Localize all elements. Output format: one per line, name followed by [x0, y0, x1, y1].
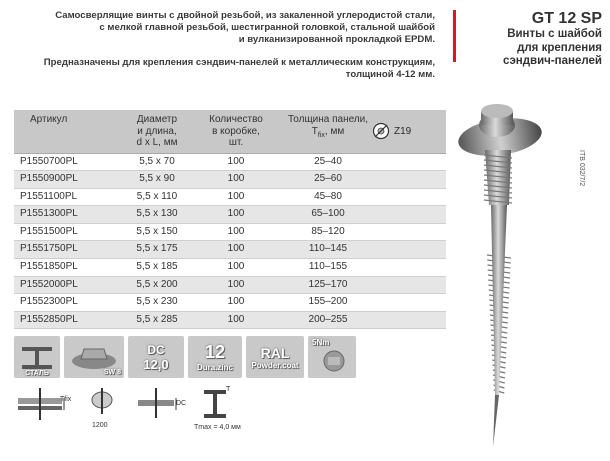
- t-label: T: [226, 386, 231, 393]
- cell-empty: [380, 188, 446, 206]
- cell-article: P1551500PL: [14, 223, 118, 241]
- drill-speed-icon: [80, 384, 124, 424]
- cell-size: 5,5 x 150: [118, 223, 196, 241]
- cell-thickness: 25–40: [276, 153, 380, 171]
- cell-size: 5,5 x 285: [118, 311, 196, 329]
- cell-quantity: 100: [196, 223, 276, 241]
- cell-empty: [380, 153, 446, 171]
- table-row: [14, 294, 446, 312]
- table-row: [14, 276, 446, 294]
- cell-article: P1551300PL: [14, 206, 118, 224]
- cell-quantity: 100: [196, 153, 276, 171]
- drill-capacity-icon: DC 12,0: [128, 336, 184, 378]
- cell-thickness: 110–155: [276, 259, 380, 277]
- tfix-schematic-icon: [14, 384, 74, 424]
- product-subtitle-1: Винты с шайбой: [507, 28, 602, 40]
- product-description: [35, 10, 435, 91]
- cell-quantity: 100: [196, 259, 276, 277]
- cell-empty: [380, 276, 446, 294]
- cell-empty: [380, 311, 446, 329]
- table-row: [14, 171, 446, 189]
- steel-icon: СТАЛЬ: [14, 336, 60, 378]
- cell-size: 5,5 x 175: [118, 241, 196, 259]
- cell-article: P1550700PL: [14, 153, 118, 171]
- cell-quantity: 100: [196, 294, 276, 312]
- accent-bar: [453, 10, 456, 62]
- cell-article: P1551750PL: [14, 241, 118, 259]
- cell-size: 5,5 x 200: [118, 276, 196, 294]
- hex-head-icon: SW 8: [64, 336, 124, 378]
- product-subtitle-2: для крепления: [517, 41, 602, 54]
- cell-thickness: 85–120: [276, 223, 380, 241]
- cell-article: P1552300PL: [14, 294, 118, 312]
- table-row: [14, 241, 446, 259]
- cell-thickness: 125–170: [276, 276, 380, 294]
- cell-empty: [380, 206, 446, 224]
- bit-indicator: [372, 122, 411, 140]
- cell-quantity: 100: [196, 171, 276, 189]
- rpm-label: 1200: [92, 422, 108, 429]
- side-code: ITB 032/7/2: [578, 150, 585, 187]
- cell-thickness: 155–200: [276, 294, 380, 312]
- cell-size: 5,5 x 110: [118, 188, 196, 206]
- cell-thickness: 45–80: [276, 188, 380, 206]
- cell-size: 5,5 x 230: [118, 294, 196, 312]
- cell-quantity: 100: [196, 311, 276, 329]
- cell-size: 5,5 x 90: [118, 171, 196, 189]
- screw-image: [455, 95, 570, 455]
- description-line-5: толщиной 4-12 мм.: [345, 68, 435, 80]
- bit-icon: [372, 122, 390, 140]
- header-thickness: Толщина панели, $T_{fix}$, мм: [276, 110, 380, 153]
- spec-table: [14, 110, 446, 329]
- cell-size: 5,5 x 70: [118, 153, 196, 171]
- bit-label: Z19: [394, 125, 412, 137]
- cell-empty: [380, 259, 446, 277]
- cell-empty: [380, 241, 446, 259]
- ral-coating-icon: RAL Powder.coat: [246, 336, 304, 378]
- description-line-3: и вулканизированной прокладкой EPDM.: [238, 34, 435, 46]
- cell-size: 5,5 x 130: [118, 206, 196, 224]
- table-row: [14, 311, 446, 329]
- cell-thickness: 110–145: [276, 241, 380, 259]
- cell-article: P1552000PL: [14, 276, 118, 294]
- tfix-label: Tfix: [60, 396, 72, 403]
- product-code: GT 12 SP: [531, 10, 602, 27]
- cell-thickness: 25–60: [276, 171, 380, 189]
- durazinc-icon: 12 Dura.zinc: [188, 336, 242, 378]
- cell-article: P1551850PL: [14, 259, 118, 277]
- cell-empty: [380, 223, 446, 241]
- header-diameter: Диаметр и длина, d x L, мм: [118, 110, 196, 153]
- description-line-4: Предназначены для крепления сэндвич-панелей к металлическим конструкциям,: [43, 56, 435, 68]
- table-row: [14, 188, 446, 206]
- cell-size: 5,5 x 185: [118, 259, 196, 277]
- cell-empty: [380, 294, 446, 312]
- header-article: Артикул: [14, 110, 118, 153]
- cell-quantity: 100: [196, 241, 276, 259]
- cell-quantity: 100: [196, 206, 276, 224]
- dc-label: DC: [176, 400, 187, 407]
- header-quantity: Количество в коробке, шт.: [196, 110, 276, 153]
- cell-thickness: 65–100: [276, 206, 380, 224]
- table-row: [14, 223, 446, 241]
- description-line-1: Самосверлящие винты с двойной резьбой, из закаленной углеродистой стали,: [55, 10, 435, 21]
- cell-quantity: 100: [196, 276, 276, 294]
- description-line-2: с мелкой главной резьбой, шестигранной головкой, стальной шайбой: [99, 22, 435, 34]
- table-row: [14, 259, 446, 277]
- table-row: [14, 206, 446, 224]
- product-subtitle-3: сэндвич-панелей: [503, 55, 602, 67]
- cell-thickness: 200–255: [276, 311, 380, 329]
- cell-article: P1550900PL: [14, 171, 118, 189]
- cell-article: P1551100PL: [14, 188, 118, 206]
- cell-empty: [380, 171, 446, 189]
- feature-icons: [14, 336, 356, 378]
- cell-article: P1552850PL: [14, 311, 118, 329]
- product-title-block: [503, 10, 602, 69]
- cell-quantity: 100: [196, 188, 276, 206]
- table-row: [14, 153, 446, 171]
- tmax-label: Tmax = 4,0 мм: [194, 424, 241, 431]
- torque-icon: 5Nm: [308, 336, 356, 378]
